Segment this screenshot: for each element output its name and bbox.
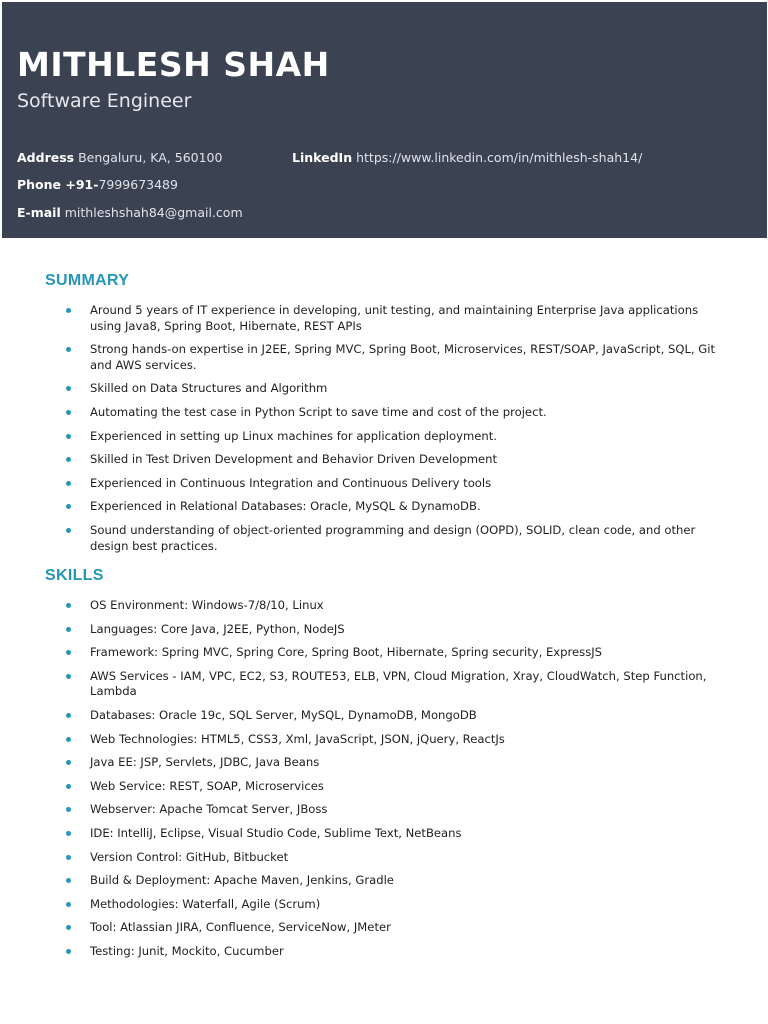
skill-item [60,598,732,614]
skill-item [60,826,732,842]
summary-item [60,429,732,445]
skill-item-text: Languages: Core Java, J2EE, Python, NodeJS [90,621,345,636]
summary-item-text: Skilled in Test Driven Development and Behavior Driven Development [90,452,498,467]
summary-item-text: Skilled on Data Structures and Algorithm [90,381,328,396]
contact-linkedin [292,150,642,166]
skills-list [60,598,732,968]
bullet-icon [66,878,71,883]
skill-item-text: Web Service: REST, SOAP, Microservices [90,778,324,793]
bullet-icon [66,807,71,812]
skill-item [60,873,732,889]
bullet-icon [66,737,71,742]
skill-item [60,708,732,724]
address-label: Address [17,150,75,165]
bullet-icon [66,410,71,415]
phone-value: 7999673489 [98,177,178,192]
bullet-icon [66,434,71,439]
skill-item-text: Web Technologies: HTML5, CSS3, Xml, JavaScript, JSON, jQuery, ReactJs [90,731,505,746]
summary-item [60,405,732,421]
bullet-icon [66,949,71,954]
bullet-icon [66,674,71,679]
address-value: Bengaluru, KA, 560100 [78,150,223,165]
skill-item-text: IDE: IntelliJ, Eclipse, Visual Studio Code, Sublime Text, NetBeans [90,825,462,840]
summary-item-text: Automating the test case in Python Script to save time and cost of the project. [90,404,547,419]
bullet-icon [66,481,71,486]
skill-item-text: Java EE: JSP, Servlets, JDBC, Java Beans [90,755,320,770]
summary-item-text: Around 5 years of IT experience in developing, unit testing, and maintaining Enterprise Java applications using Java8, Spring Boot, Hibernate, REST APIs [90,303,699,333]
phone-label: Phone +91- [17,177,99,192]
skill-item [60,920,732,936]
contact-phone [17,177,178,193]
summary-item-text: Experienced in setting up Linux machines for application deployment. [90,428,497,443]
skill-item [60,645,732,661]
summary-item [60,476,732,492]
summary-item [60,523,732,554]
bullet-icon [66,528,71,533]
skill-item-text: OS Environment: Windows-7/8/10, Linux [90,598,324,612]
summary-item [60,381,732,397]
summary-item-text: Sound understanding of object-oriented programming and design (OOPD), SOLID, clean code, and other design best practices. [90,522,696,553]
skill-item-text: Databases: Oracle 19c, SQL Server, MySQL, DynamoDB, MongoDB [90,707,477,722]
skill-item [60,622,732,638]
bullet-icon [66,855,71,860]
summary-item-text: Experienced in Relational Databases: Oracle, MySQL & DynamoDB. [90,499,481,514]
job-title: Software Engineer [17,90,192,112]
skill-item-text: Tool: Atlassian JIRA, Confluence, ServiceNow, JMeter [90,920,391,935]
skill-item-text: Methodologies: Waterfall, Agile (Scrum) [90,896,321,911]
skill-item [60,779,732,795]
candidate-name: MITHLESH SHAH [17,45,330,84]
bullet-icon [66,603,71,608]
bullet-icon [66,308,71,313]
summary-heading: SUMMARY [45,272,130,289]
contact-email [17,205,243,221]
skill-item [60,897,732,913]
skill-item-text: Webserver: Apache Tomcat Server, JBoss [90,802,328,817]
skill-item-text: Framework: Spring MVC, Spring Core, Spring Boot, Hibernate, Spring security, ExpressJS [90,645,603,660]
summary-item-text: Experienced in Continuous Integration and Continuous Delivery tools [90,475,492,490]
skill-item [60,850,732,866]
bullet-icon [66,713,71,718]
bullet-icon [66,386,71,391]
summary-item [60,303,732,334]
linkedin-link[interactable]: https://www.linkedin.com/in/mithlesh-shah14/ [356,150,643,165]
bullet-icon [66,650,71,655]
skills-heading: SKILLS [45,567,104,584]
skill-item [60,944,732,960]
bullet-icon [66,784,71,789]
summary-item [60,452,732,468]
bullet-icon [66,760,71,765]
contact-address [17,150,222,166]
resume-header [2,2,767,238]
email-label: E-mail [17,205,61,220]
summary-item-text: Strong hands-on expertise in J2EE, Spring MVC, Spring Boot, Microservices, REST/SOAP, JavaScript, SQL, Git and AWS services. [90,342,716,372]
skill-item-text: Build & Deployment: Apache Maven, Jenkins, Gradle [90,873,394,888]
bullet-icon [66,347,71,352]
bullet-icon [66,457,71,462]
skill-item-text: AWS Services - IAM, VPC, EC2, S3, ROUTE53, ELB, VPN, Cloud Migration, Xray, CloudWatch, Step Function, Lambda [90,668,707,699]
skill-item [60,732,732,748]
linkedin-label: LinkedIn [292,150,353,165]
skill-item [60,755,732,771]
bullet-icon [66,902,71,907]
bullet-icon [66,627,71,632]
summary-item [60,499,732,515]
bullet-icon [66,925,71,930]
summary-item [60,342,732,373]
summary-list [60,303,732,562]
email-link[interactable]: mithleshshah84@gmail.com [64,205,243,220]
skill-item-text: Version Control: GitHub, Bitbucket [90,849,289,864]
bullet-icon [66,831,71,836]
skill-item [60,669,732,700]
bullet-icon [66,504,71,509]
skill-item [60,802,732,818]
skill-item-text: Testing: Junit, Mockito, Cucumber [90,943,284,958]
